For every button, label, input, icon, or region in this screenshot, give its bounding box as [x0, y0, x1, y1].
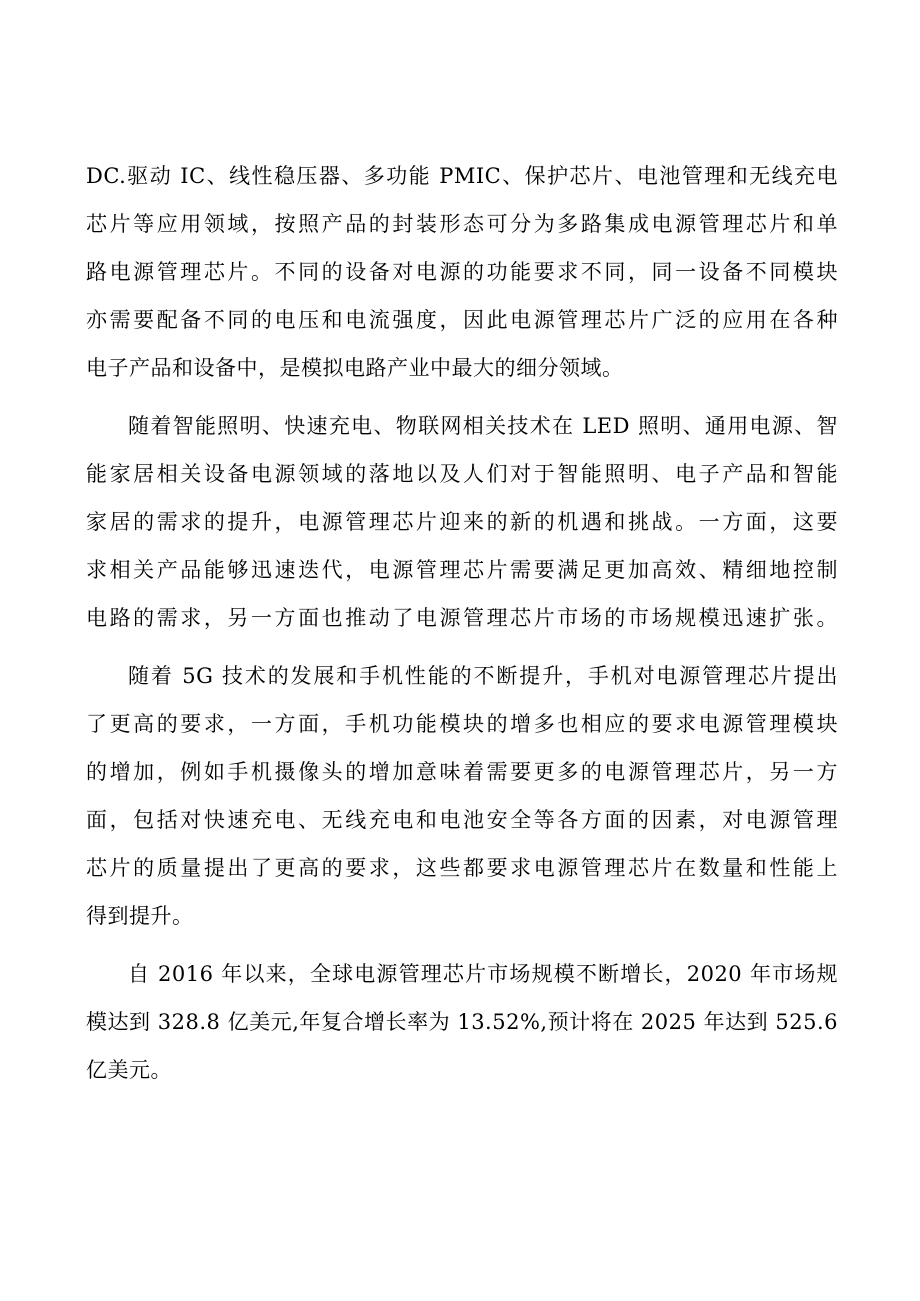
paragraph-line: 求相关产品能够迅速迭代，电源管理芯片需要满足更加高效、精细地控制: [86, 558, 838, 582]
paragraph-line: 亿美元。: [86, 1058, 172, 1082]
paragraph-line: DC.驱动 IC、线性稳压器、多功能 PMIC、保护芯片、电池管理和无线充电: [86, 164, 838, 188]
paragraph-1: [86, 152, 838, 392]
paragraph-3: [86, 652, 838, 940]
paragraph-line: 电路的需求，另一方面也推动了电源管理芯片市场的市场规模迅速扩张。: [86, 606, 838, 630]
paragraph-line: 面，包括对快速充电、无线充电和电池安全等各方面的因素，对电源管理: [86, 808, 838, 832]
paragraph-line: 路电源管理芯片。不同的设备对电源的功能要求不同，同一设备不同模块: [86, 260, 838, 284]
paragraph-line: 电子产品和设备中，是模拟电路产业中最大的细分领域。: [86, 356, 624, 380]
paragraph-line: 模达到 328.8 亿美元,年复合增长率为 13.52%,预计将在 2025 年达到 525.6: [86, 1010, 838, 1034]
paragraph-line: 亦需要配备不同的电压和电流强度，因此电源管理芯片广泛的应用在各种: [86, 308, 838, 332]
paragraph-line: 随着 5G 技术的发展和手机性能的不断提升，手机对电源管理芯片提出: [128, 664, 838, 688]
paragraph-line: 了更高的要求，一方面，手机功能模块的增多也相应的要求电源管理模块: [86, 712, 838, 736]
paragraph-line: 的增加，例如手机摄像头的增加意味着需要更多的电源管理芯片，另一方: [86, 760, 838, 784]
paragraph-line: 能家居相关设备电源领域的落地以及人们对于智能照明、电子产品和智能: [86, 462, 838, 486]
paragraph-2: [86, 402, 838, 642]
document-page: [86, 152, 838, 1094]
paragraph-line: 芯片等应用领域，按照产品的封装形态可分为多路集成电源管理芯片和单: [86, 212, 838, 236]
paragraph-line: 随着智能照明、快速充电、物联网相关技术在 LED 照明、通用电源、智: [128, 414, 838, 438]
paragraph-line: 家居的需求的提升，电源管理芯片迎来的新的机遇和挑战。一方面，这要: [86, 510, 838, 534]
paragraph-line: 得到提升。: [86, 904, 194, 928]
paragraph-line: 芯片的质量提出了更高的要求，这些都要求电源管理芯片在数量和性能上: [86, 856, 838, 880]
paragraph-line: 自 2016 年以来，全球电源管理芯片市场规模不断增长，2020 年市场规: [128, 962, 838, 986]
paragraph-4: [86, 950, 838, 1094]
